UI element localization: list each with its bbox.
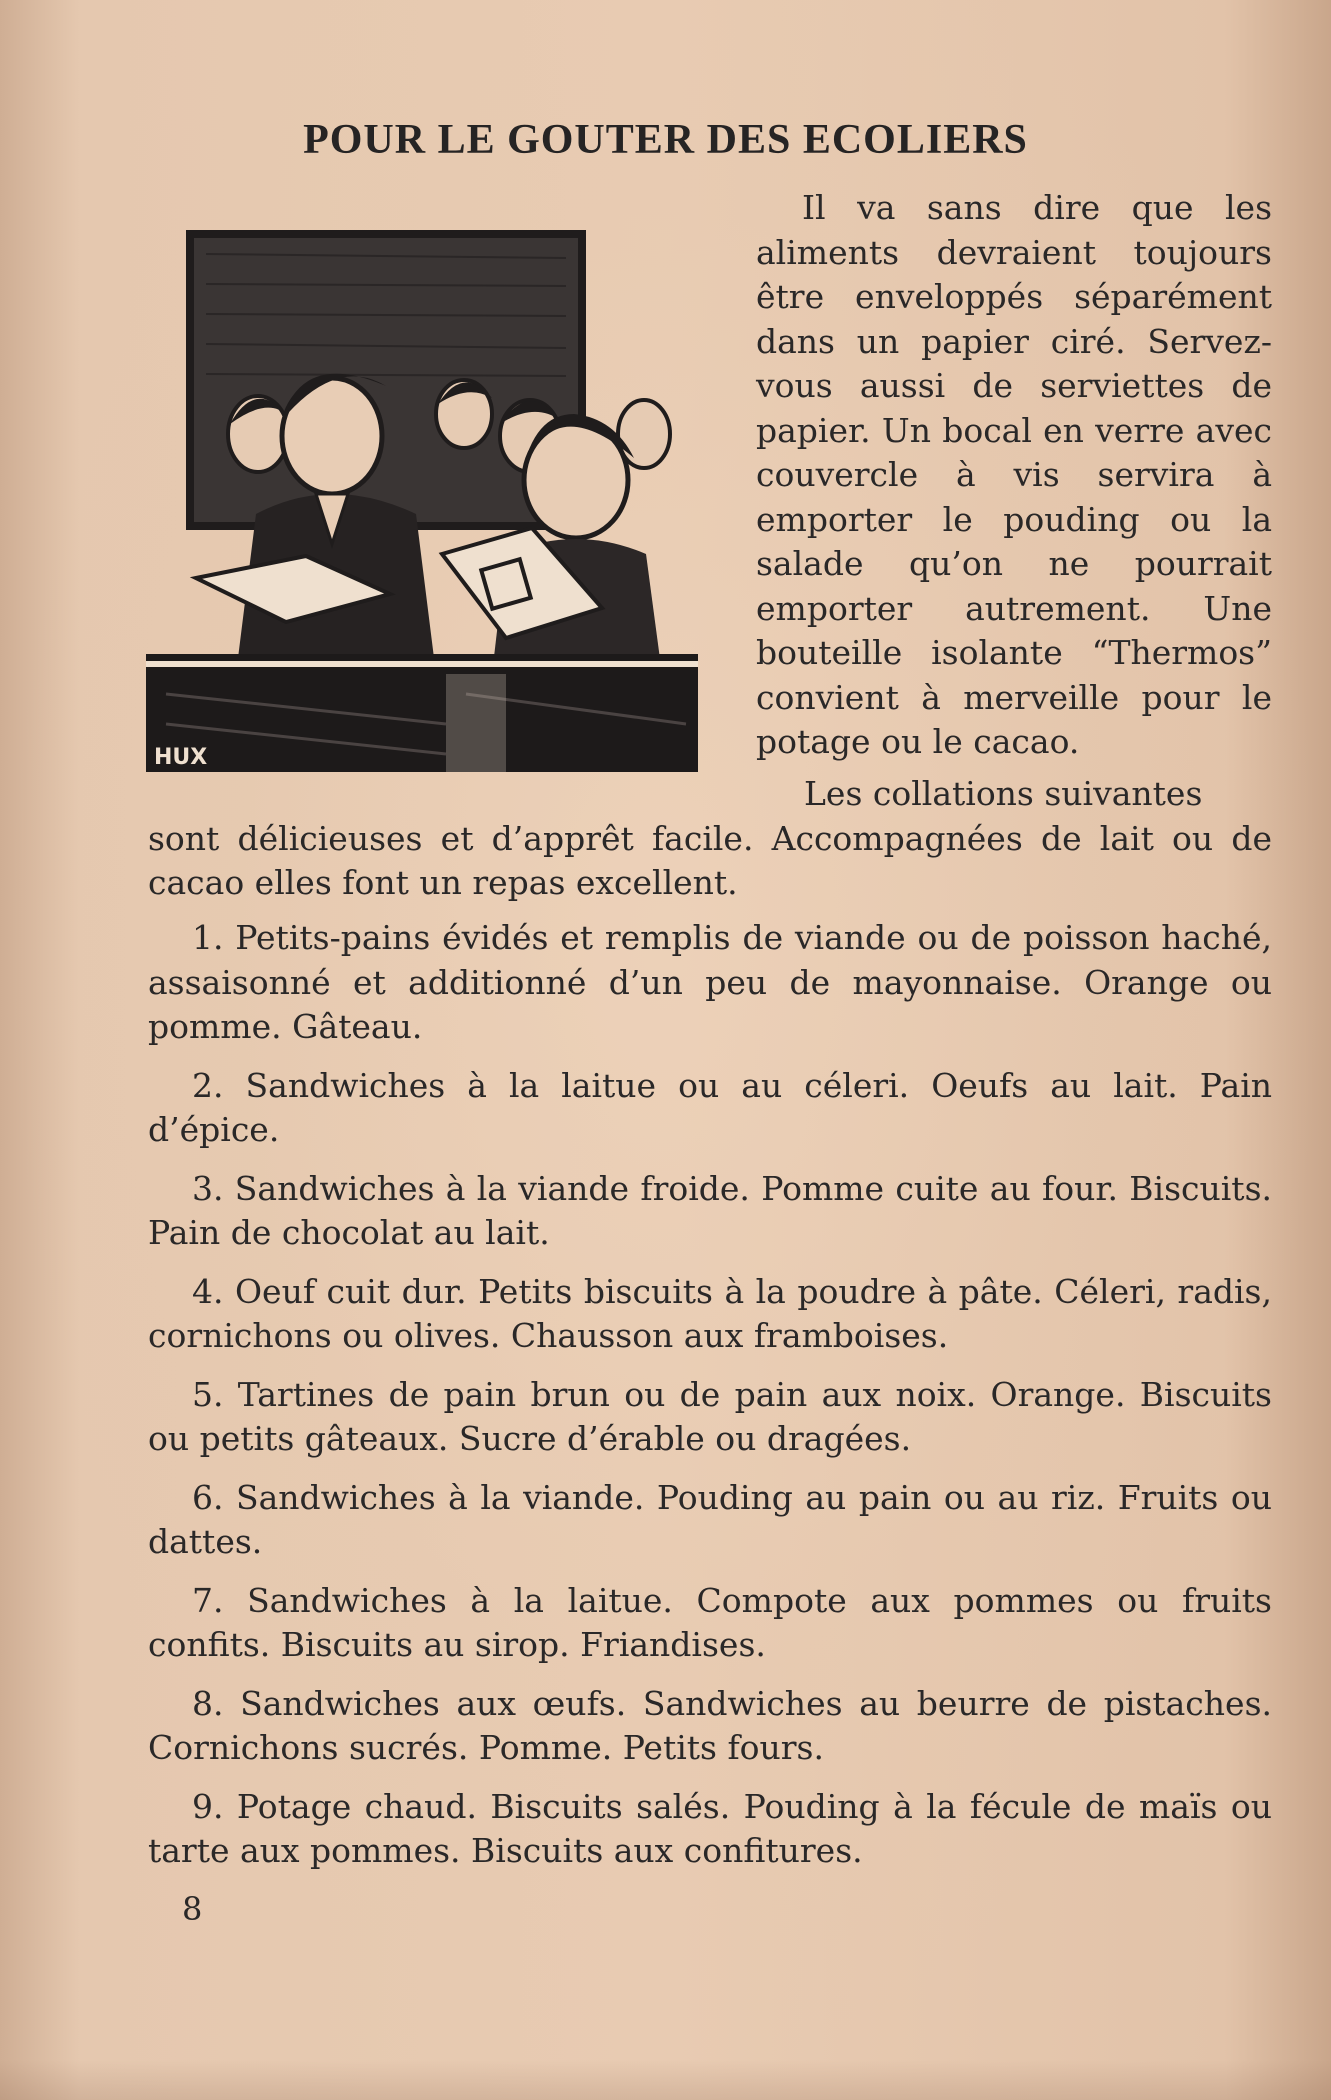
list-item: 3. Sandwiches à la viande froide. Pomme cuite au four. Biscuits. Pain de chocolat au lait.	[148, 1168, 1272, 1252]
list-item: 7. Sandwiches à la laitue. Compote aux pommes ou fruits confits. Biscuits au sirop. Friandises.	[148, 1580, 1272, 1664]
intro-column-text: Il va sans dire que les aliments devraient toujours être enveloppés séparément dans un papier ciré. Servez-vous aussi de serviettes de papier. Un bocal en verre avec couvercle à vis servira à emporter le pouding ou la salade qu’on ne pourrait emporter autrement. Une bouteille isolante “Thermos” convient à merveille pour le potage ou le cacao.	[756, 188, 1272, 761]
intro-rest: sont délicieuses et d’apprêt facile. Accompagnées de lait ou de cacao elles font un repas excellent.	[148, 818, 1272, 902]
list-item: 9. Potage chaud. Biscuits salés. Pouding à la fécule de maïs ou tarte aux pommes. Biscuits aux confitures.	[148, 1786, 1272, 1870]
list-item: 5. Tartines de pain brun ou de pain aux noix. Orange. Biscuits ou petits gâteaux. Sucre d’érable ou dragées.	[148, 1374, 1272, 1458]
list-item: 8. Sandwiches aux œufs. Sandwiches au beurre de pistaches. Cornichons sucrés. Pomme. Petits fours.	[148, 1683, 1272, 1767]
list-item: 4. Oeuf cuit dur. Petits biscuits à la poudre à pâte. Céleri, radis, cornichons ou olives. Chausson aux framboises.	[148, 1271, 1272, 1355]
intro-paragraph-continuation	[148, 772, 1272, 906]
list-item: 1. Petits-pains évidés et remplis de viande ou de poisson haché, assaisonné et additionné d’un peu de mayonnaise. Orange ou pomme. Gâteau.	[148, 918, 1272, 1046]
list-item: 2. Sandwiches à la laitue ou au céleri. Oeufs au lait. Pain d’épice.	[148, 1065, 1272, 1149]
intro-lead: Les collations suivantes	[804, 774, 1203, 813]
illustration-signature: HUX	[154, 745, 208, 770]
page-number: 8	[182, 1890, 203, 1928]
schoolchildren-reading-icon	[146, 224, 698, 772]
list-item: 6. Sandwiches à la viande. Pouding au pain ou au riz. Fruits ou dattes.	[148, 1477, 1272, 1561]
snack-list	[148, 916, 1272, 1888]
page-title: POUR LE GOUTER DES ECOLIERS	[303, 117, 1028, 163]
